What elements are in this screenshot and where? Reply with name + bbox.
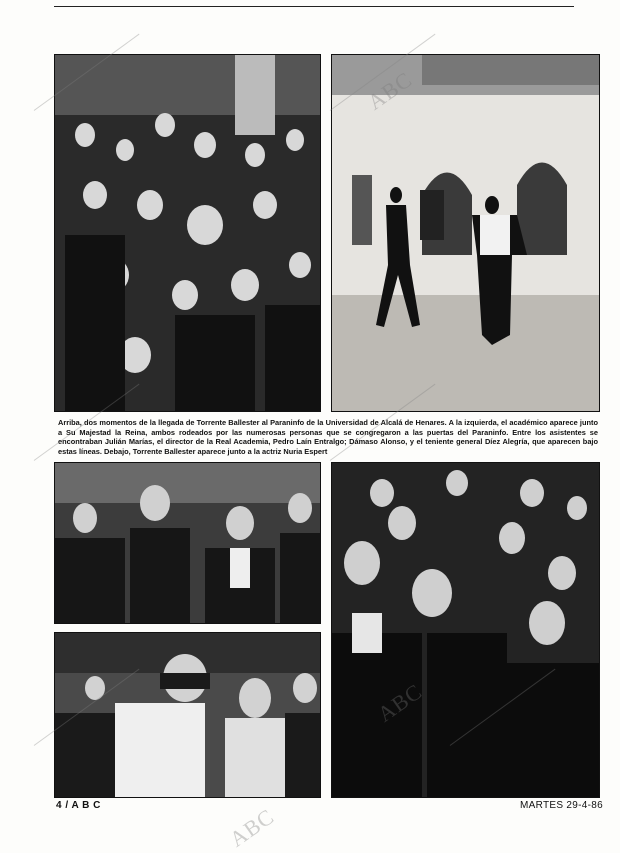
watermark-text: ABC xyxy=(362,66,417,115)
photo-audience-seated xyxy=(331,462,600,798)
photo-torrente-espert xyxy=(54,632,321,798)
watermark-text: ABC xyxy=(224,803,279,852)
photo-courtyard-walk xyxy=(331,54,600,412)
watermark-text: ABC xyxy=(372,678,427,727)
photo-caption: Arriba, dos momentos de la llegada de Torrente Ballester al Paraninfo de la Universidad de Alcalá de Henares. A la izquierda, el académico aparece junto a Su Majestad la Reina, ambos rodeados por las numerosas personas que se congregaron a las puertas del Paraninfo. Entre los asistentes se encontraban Julián Marías, el director de la Real Academia, Pedro Laín Entralgo; Dámaso Alonso, y el teniente general Díez Alegría, que aparecen bajo estas líneas. Debajo, Torrente Ballester aparece junto a la actriz Nuria Espert xyxy=(58,418,598,456)
photo-academics-group xyxy=(54,462,321,624)
page-number: 4 / A B C xyxy=(56,800,101,811)
issue-date: MARTES 29-4-86 xyxy=(520,800,603,811)
photo-crowd-queen xyxy=(54,54,321,412)
top-rule xyxy=(54,6,574,7)
